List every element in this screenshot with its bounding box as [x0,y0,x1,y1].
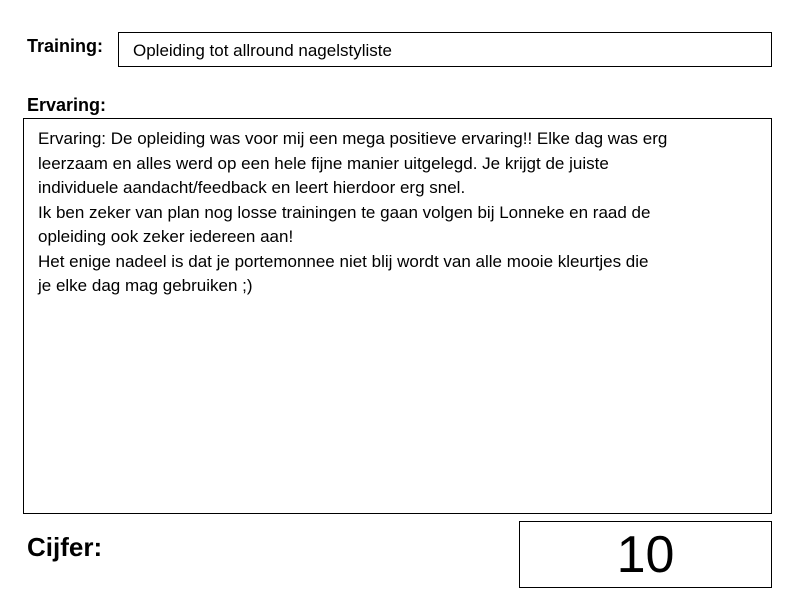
training-label: Training: [27,36,103,56]
ervaring-line: individuele aandacht/feedback en leert hierdoor erg snel. [38,178,466,197]
training-field [118,32,772,67]
cijfer-label: Cijfer: [27,532,103,562]
ervaring-field [23,118,772,514]
cijfer-value: 10 [616,525,675,584]
ervaring-line: Ervaring: De opleiding was voor mij een mega positieve ervaring!! Elke dag was erg [38,129,668,148]
ervaring-line: opleiding ook zeker iedereen aan! [38,227,294,246]
ervaring-line: Ik ben zeker van plan nog losse trainingen te gaan volgen bij Lonneke en raad de [38,202,651,222]
ervaring-label: Ervaring: [27,95,107,115]
cijfer-field [519,521,772,588]
ervaring-line: Het enige nadeel is dat je portemonnee niet blij wordt van alle mooie kleurtjes die [38,251,649,271]
ervaring-line: leerzaam en alles werd op een hele fijne manier uitgelegd. Je krijgt de juiste [38,153,609,173]
training-value: Opleiding tot allround nagelstyliste [133,41,392,60]
ervaring-line: je elke dag mag gebruiken ;) [38,276,253,295]
